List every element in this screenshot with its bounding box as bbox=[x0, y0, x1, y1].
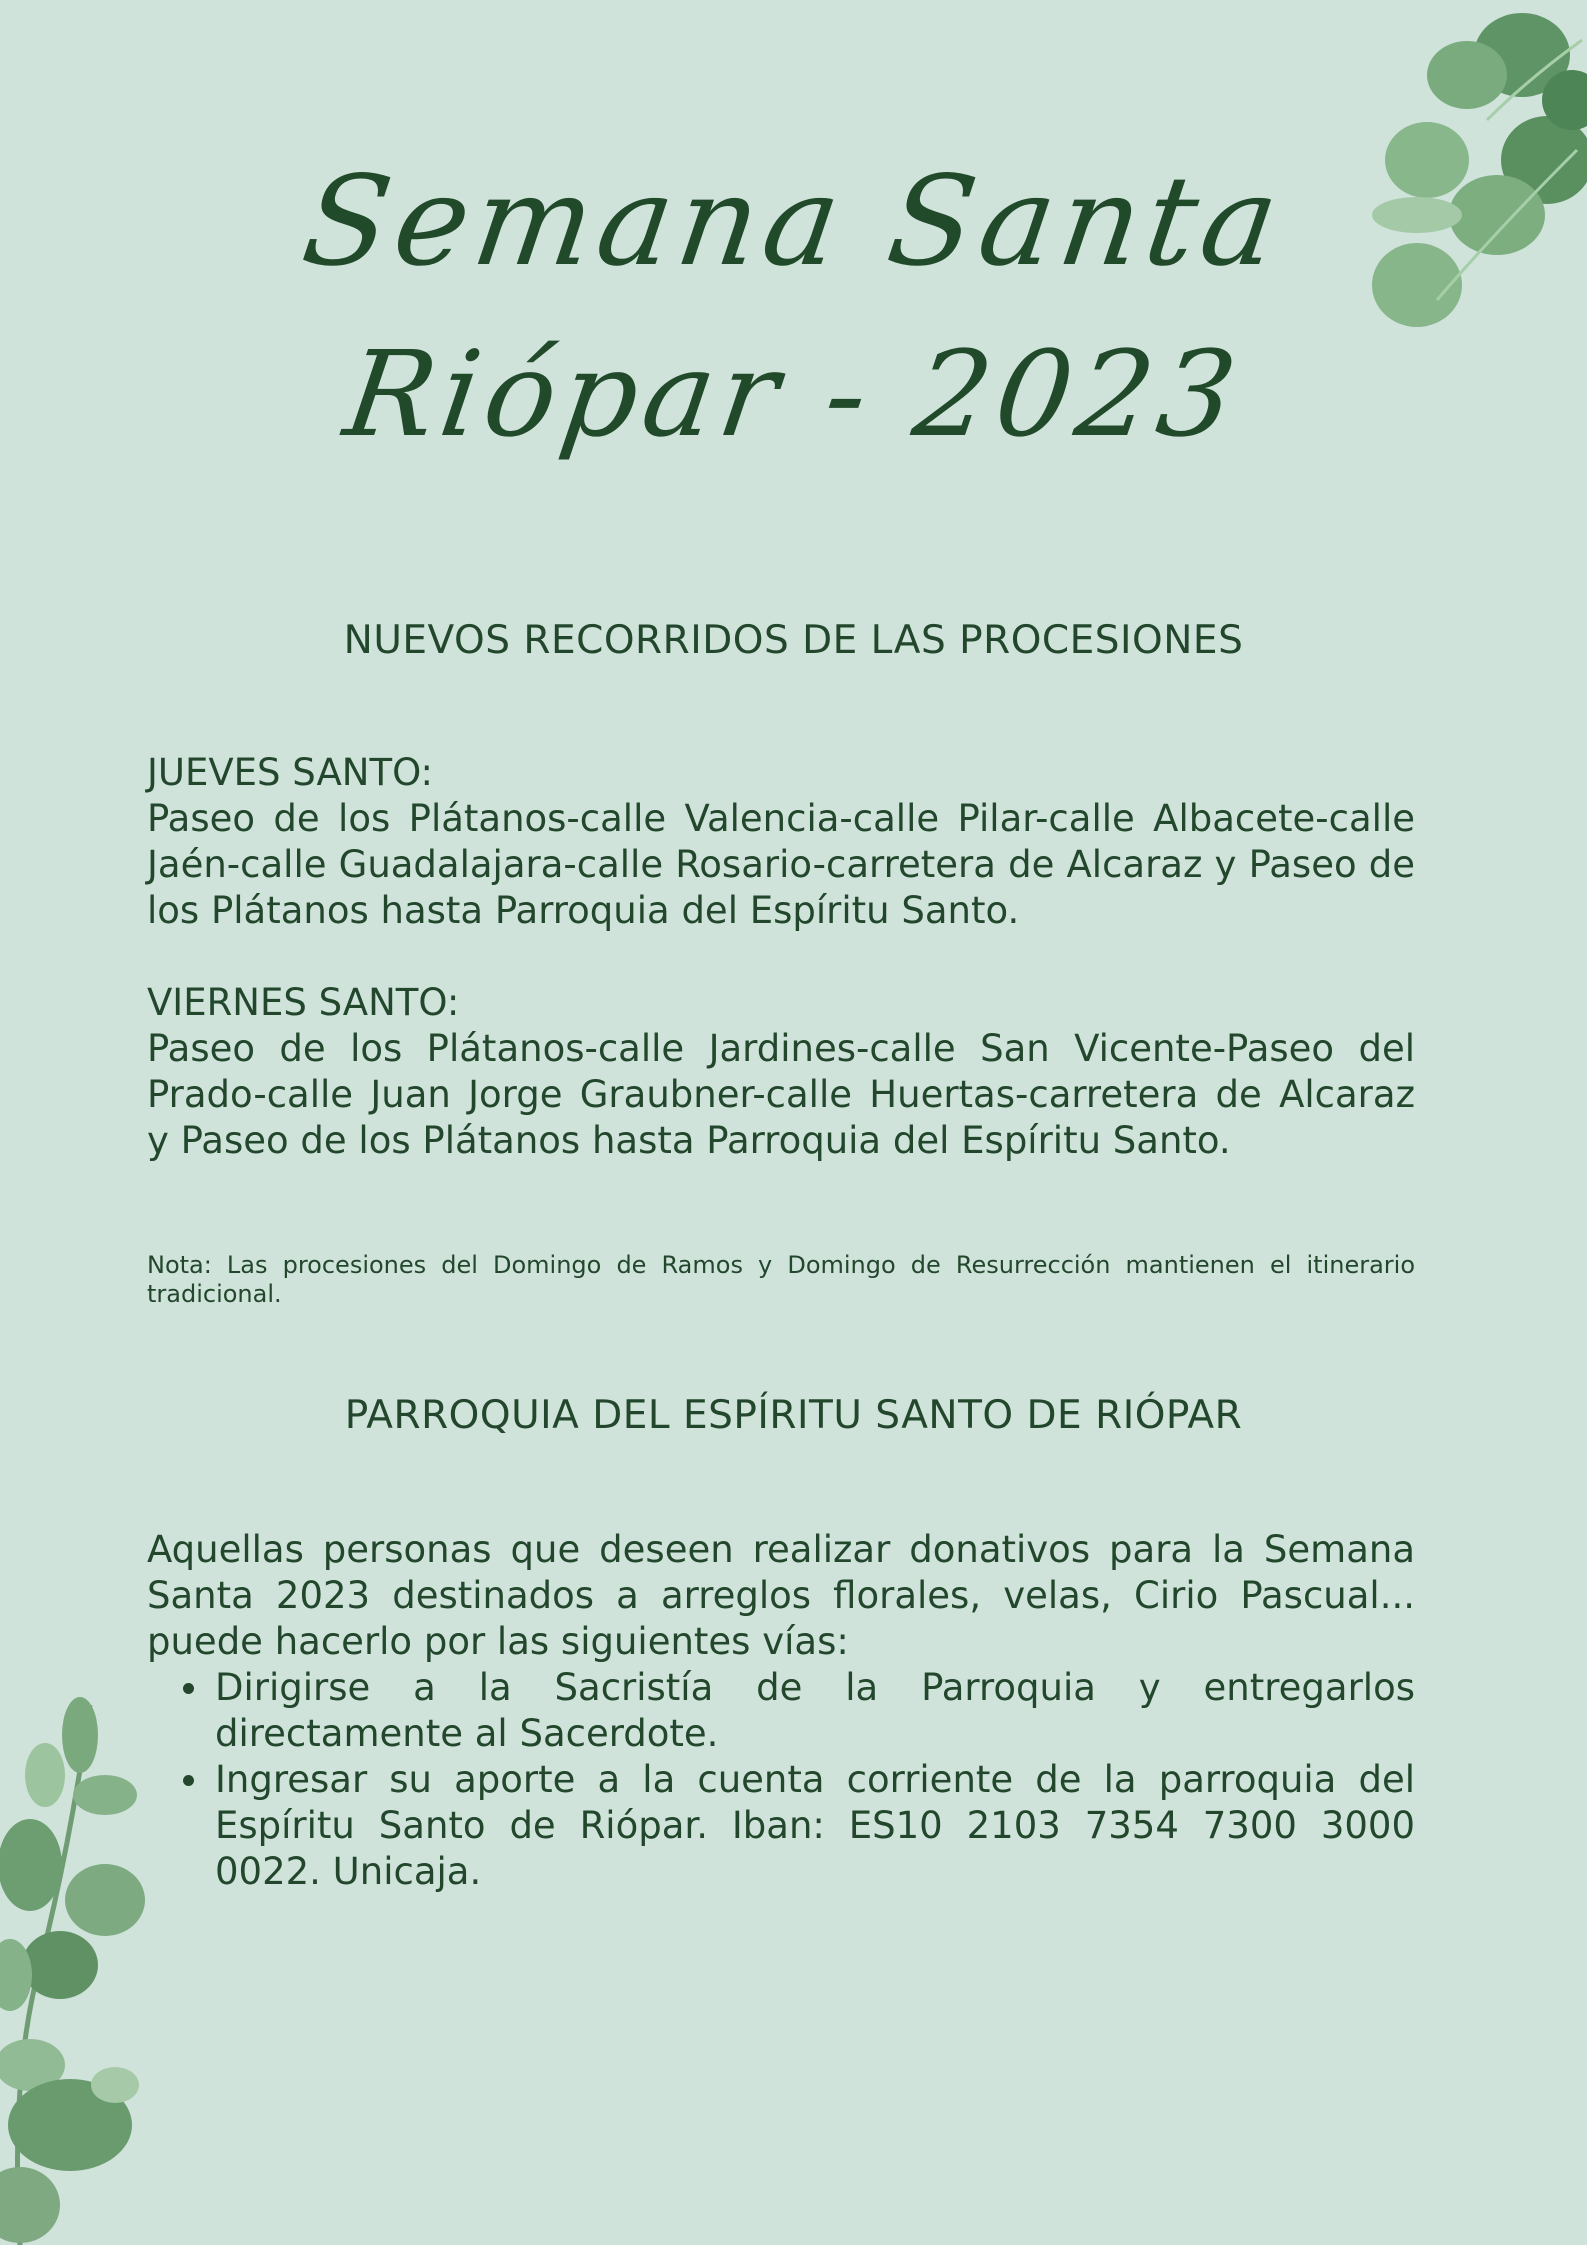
list-item bbox=[147, 1665, 1415, 1757]
bullet-icon bbox=[183, 1775, 194, 1786]
viernes-santo-label: VIERNES SANTO: bbox=[147, 981, 460, 1024]
viernes-santo-route: Paseo de los Plátanos-calle Jardines-calle San Vicente-Paseo del Prado-calle Juan Jorge Graubner-calle Huertas-carretera de Alcaraz y Paseo de los Plátanos hasta Parroquia del Espíritu Santo. bbox=[147, 1027, 1415, 1162]
donation-option-text: Ingresar su aporte a la cuenta corriente de la parroquia del Espíritu Santo de Riópar. Iban: ES10 2103 7354 7300 3000 0022. Unicaja. bbox=[215, 1758, 1415, 1893]
page-title-line1: Semana Santa bbox=[294, 150, 1293, 294]
jueves-santo-section bbox=[147, 750, 1415, 934]
donations-intro: Aquellas personas que deseen realizar donativos para la Semana Santa 2023 destinados a arreglos florales, velas, Cirio Pascual... puede hacerlo por las siguientes vías: bbox=[147, 1528, 1415, 1663]
donations-section bbox=[147, 1527, 1415, 1895]
viernes-santo-section bbox=[147, 980, 1415, 1164]
parish-heading: PARROQUIA DEL ESPÍRITU SANTO DE RIÓPAR bbox=[344, 1393, 1243, 1438]
bullet-icon bbox=[183, 1683, 194, 1694]
donations-list bbox=[147, 1665, 1415, 1895]
jueves-santo-label: JUEVES SANTO: bbox=[147, 751, 434, 794]
jueves-santo-route: Paseo de los Plátanos-calle Valencia-calle Pilar-calle Albacete-calle Jaén-calle Guadalajara-calle Rosario-carretera de Alcaraz y Paseo de los Plátanos hasta Parroquia del Espíritu Santo. bbox=[147, 797, 1415, 932]
donation-option-text: Dirigirse a la Sacristía de la Parroquia y entregarlos directamente al Sacerdote. bbox=[215, 1666, 1415, 1755]
routes-note: Nota: Las procesiones del Domingo de Ramos y Domingo de Resurrección mantienen el itinerario tradicional. bbox=[147, 1251, 1415, 1308]
page-title-line2: Riópar - 2023 bbox=[337, 325, 1250, 463]
routes-heading: NUEVOS RECORRIDOS DE LAS PROCESIONES bbox=[343, 618, 1244, 663]
list-item bbox=[147, 1757, 1415, 1895]
eucalyptus-branch-icon bbox=[0, 1645, 160, 2245]
